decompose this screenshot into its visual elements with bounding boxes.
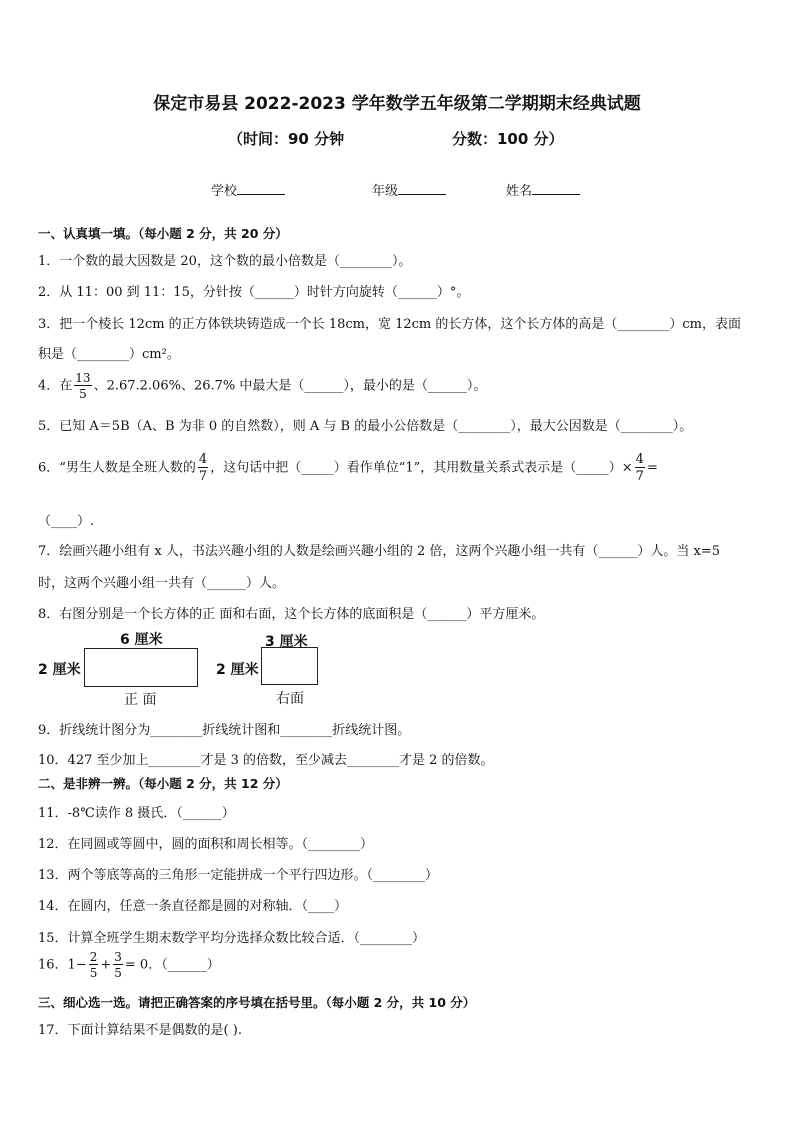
grade-field xyxy=(372,180,446,199)
q16-fraction-2 xyxy=(113,951,123,979)
q6-numerator-1: 4 xyxy=(198,452,208,467)
school-label: 学校 xyxy=(211,184,238,199)
front-face-label: 正 面 xyxy=(124,692,157,708)
section-1-heading: 一、认真填一填。（每小题 2 分，共 20 分） xyxy=(38,226,288,241)
question-13: 13．两个等底等高的三角形一定能拼成一个平行四边形。（________） xyxy=(38,868,439,883)
right-face-rectangle xyxy=(261,647,318,685)
name-blank xyxy=(532,182,580,195)
exam-score: 分数：100 分） xyxy=(452,130,564,148)
q4-suffix: 、2.67.2.06%、26.7% 中最大是（______），最小的是（______）。 xyxy=(93,378,487,394)
q16-fraction-1 xyxy=(89,951,99,979)
question-3-line-1: 3．把一个棱长 12cm 的正方体铁块铸造成一个长 18cm，宽 12cm 的长方体，这个长方体的高是（________）cm，表面 xyxy=(38,317,741,332)
q16-numerator-2: 3 xyxy=(114,950,122,964)
q4-fraction xyxy=(74,372,91,400)
question-17: 17．下面计算结果不是偶数的是( ). xyxy=(38,1023,242,1038)
question-14: 14．在圆内，任意一条直径都是圆的对称轴．（____） xyxy=(38,899,348,914)
front-height-label: 2 厘米 xyxy=(38,662,81,678)
q6-prefix: 6．“男生人数是全班人数的 xyxy=(38,460,196,476)
q16-numerator-1: 2 xyxy=(89,950,98,964)
q16-prefix: 16．1− xyxy=(38,957,87,973)
q6-middle: ，这句话中把（_____）看作单位“1”，其用数量关系式表示是（_____）× xyxy=(210,460,633,476)
question-6-line-2: （____）. xyxy=(38,514,95,529)
page-title: 保定市易县 2022-2023 学年数学五年级第二学期期末经典试题 xyxy=(153,94,641,114)
q16-suffix: = 0．（______） xyxy=(124,957,220,973)
grade-label: 年级 xyxy=(372,184,399,199)
question-4 xyxy=(38,372,486,400)
q4-prefix: 4．在 xyxy=(38,378,73,394)
q6-denominator-2: 7 xyxy=(635,469,644,484)
q6-denominator-1: 7 xyxy=(198,469,208,484)
exam-time: （时间：90 分钟 xyxy=(228,130,345,148)
q6-fraction-2 xyxy=(635,453,645,483)
q6-numerator-2: 4 xyxy=(635,452,644,467)
question-2: 2．从 11：00 到 11：15，分针按（______）时针方向旋转（______）°。 xyxy=(38,285,470,300)
right-width-label: 3 厘米 xyxy=(265,634,308,650)
question-9: 9．折线统计图分为________折线统计图和________折线统计图。 xyxy=(38,723,411,738)
school-blank xyxy=(237,182,285,195)
question-7-line-2: 时，这两个兴趣小组一共有（______）人。 xyxy=(38,576,286,591)
front-face-rectangle xyxy=(84,648,198,687)
q4-numerator: 13 xyxy=(75,371,91,385)
question-10: 10．427 至少加上________才是 3 的倍数，至少减去________才是 2 的倍数。 xyxy=(38,753,494,768)
right-face-label: 右面 xyxy=(276,691,304,707)
section-2-heading: 二、是非辨一辨。（每小题 2 分，共 12 分） xyxy=(38,776,288,791)
front-width-label: 6 厘米 xyxy=(120,632,163,648)
q16-denominator-2: 5 xyxy=(114,966,122,980)
section-3-heading: 三、细心选一选。请把正确答案的序号填在括号里。（每小题 2 分，共 10 分） xyxy=(38,995,476,1010)
name-field xyxy=(506,180,580,199)
question-3-line-2: 积是（________）cm²。 xyxy=(38,347,180,362)
question-15: 15．计算全班学生期末数学平均分选择众数比较合适．（________） xyxy=(38,931,426,946)
q4-denominator: 5 xyxy=(79,387,87,401)
question-5: 5．已知 A＝5B（A、B 为非 0 的自然数），则 A 与 B 的最小公倍数是（________），最大公因数是（________）。 xyxy=(38,419,693,434)
question-1: 1．一个数的最大因数是 20，这个数的最小倍数是（________）。 xyxy=(38,254,412,269)
q16-denominator-1: 5 xyxy=(89,966,98,980)
q6-fraction-1 xyxy=(198,453,208,483)
question-16 xyxy=(38,951,220,979)
question-8: 8．右图分别是一个长方体的正 面和右面，这个长方体的底面积是（______）平方厘米。 xyxy=(38,607,545,622)
q6-equals: = xyxy=(646,460,658,476)
q16-plus: + xyxy=(100,957,112,973)
grade-blank xyxy=(398,182,446,195)
question-7-line-1: 7．绘画兴趣小组有 x 人，书法兴趣小组的人数是绘画兴趣小组的 2 倍，这两个兴趣小组一共有（______）人。当 x=5 xyxy=(38,544,721,559)
name-label: 姓名 xyxy=(506,184,533,199)
right-height-label: 2 厘米 xyxy=(216,662,259,678)
question-11: 11．-8℃读作 8 摄氏．（______） xyxy=(38,806,235,821)
question-6 xyxy=(38,453,658,483)
school-field xyxy=(211,180,285,199)
question-12: 12．在同圆或等圆中，圆的面积和周长相等。（________） xyxy=(38,837,374,852)
